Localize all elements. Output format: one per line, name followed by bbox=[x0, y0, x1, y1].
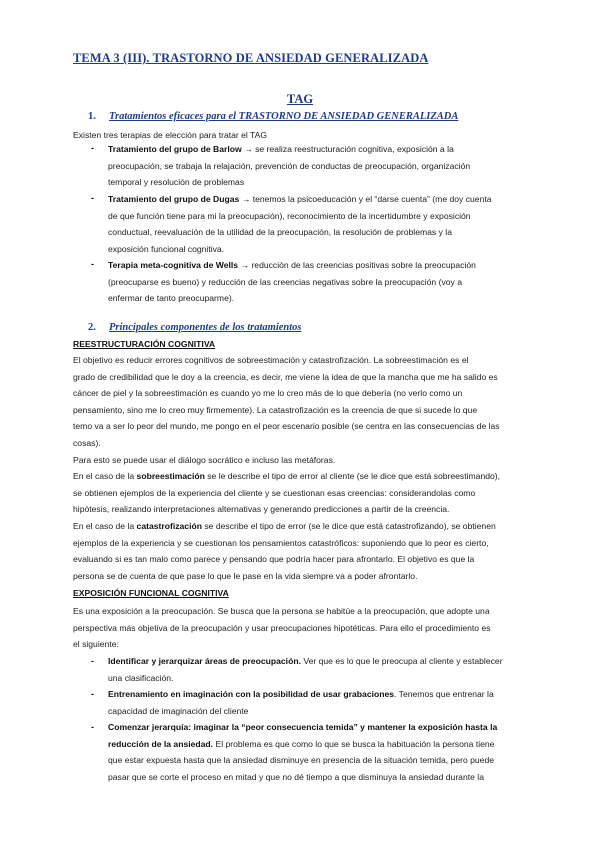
section-1-title: Tratamientos eficaces para el TRASTORNO DE ANSIEDAD GENERALIZADA bbox=[109, 111, 459, 122]
document-title: TEMA 3 (III). TRASTORNO DE ANSIEDAD GENERALIZADA bbox=[73, 51, 429, 65]
arrow-icon: → bbox=[240, 260, 250, 270]
term-catastrofizacion: catastrofización bbox=[136, 520, 202, 531]
treatment-barlow: Tratamiento del grupo de Barlow → se realiza reestructuración cognitiva, exposición a la preocupación, se trabaja la relajación, prevención de conductas de preocupación, organización temporal y resolución de problemas bbox=[108, 144, 471, 188]
bullet-marker: - bbox=[91, 259, 94, 269]
arrow-icon: → bbox=[241, 194, 251, 204]
rc-heading: REESTRUCTURACIÓN COGNITIVA bbox=[73, 339, 216, 349]
rc-paragraph-1: El objetivo es reducir errores cognitivos de sobreestimación y catastrofización. La sobreestimación es el grado de credibilidad que le doy a la creencia, es decir, me viene la idea de que la mancha que me ha salido es cáncer de piel y la sobreestimación es cuando yo me lo creo más de lo que debería (no verlo como un pensamiento, sino me lo creo muy firmemente). La catastrofización es la creencia de que si sucede lo que temo va a ser lo peor del mundo, me pongo en el peor escenario posible (se centra en las consecuencias de las cosas). Para esto se puede usar el diálogo socrático e incluso las metáforas. En el caso de la sobreestimación se le describe el tipo de error al cliente (se le dice que está sobreestimando), se obtienen ejemplos de la experiencia del cliente y se cuestionan esas creencias: considerandolas como hipótesis, realizando interpretaciones alternativas y generando predicciones a partir de la creencia. En el caso de la catastrofización se describe el tipo de error (se le dice que está catastrofizando), se obtienen ejemplos de la experiencia y se cuestionan los pensamientos catastróficos: suponiendo que lo peor es cierto, evaluando si es tan malo como parece y pensando que podría hacer para afrontarlo. El objetivo es que la persona se de cuenta de que pase lo que le pase en la vida siempre va a poder afrontarlo. bbox=[73, 355, 501, 581]
rc-paragraph-2: Para esto se puede usar el diálogo socrático e incluso las metáforas. bbox=[73, 454, 336, 465]
section-1-intro: Existen tres terapias de elección para tratar el TAG bbox=[73, 130, 268, 140]
bullet-marker: - bbox=[91, 193, 94, 203]
section-2-title: Principales componentes de los tratamientos bbox=[109, 322, 302, 333]
bullet-marker: - bbox=[91, 143, 94, 153]
efc-paragraph-1: Es una exposición a la preocupación. Se busca que la persona se habitúe a la preocupación, que adopte una perspectiva más objetiva de la preocupación y usar preocupaciones hipotéticas. Para ello el procedimiento es el siguiente: bbox=[73, 606, 491, 650]
bullet-marker: - bbox=[91, 656, 94, 666]
efc-step-3: Comenzar jerarquía: imaginar la “peor consecuencia temida” y mantener la exposición hasta la reducción de la ansiedad. El problema es que como lo que se busca la habituación la persona tiene que estar expuesta hasta que la ansiedad disminuye en presencia de la situación temida, pero puede pasar que se corte el proceso en mitad y que no dé tiempo a que disminuya la ansiedad durante la bbox=[108, 722, 498, 782]
treatment-barlow-name: Tratamiento del grupo de Barlow bbox=[108, 144, 242, 154]
arrow-icon: → bbox=[244, 144, 253, 154]
treatment-dugas-name: Tratamiento del grupo de Dugas bbox=[108, 194, 240, 204]
efc-heading: EXPOSICIÓN FUNCIONAL COGNITIVA bbox=[73, 588, 229, 598]
efc-step-2: Entrenamiento en imaginación con la posibilidad de usar grabaciones. Tenemos que entrenar la capacidad de imaginación del cliente bbox=[108, 689, 494, 716]
bullet-marker: - bbox=[91, 689, 94, 699]
section-1-number: 1. bbox=[88, 111, 96, 122]
treatment-wells: Terapia meta-cognitiva de Wells → reducción de las creencias positivas sobre la preocupación (preocuparse es bueno) y reducción de las creencias negativas sobre la preocupación (voy a enfermar de tanto preocuparme). bbox=[108, 260, 476, 304]
treatment-dugas: Tratamiento del grupo de Dugas → tenemos la psicoeducación y el “darse cuenta” (me doy cuenta de que función tiene para mi la preocupación), reconocimiento de la incertidumbre y exposición conductual, reevaluación de la utilidad de la preocupación, la resolución de problemas y la exposición funcional cognitiva. bbox=[108, 194, 492, 254]
document-subtitle: TAG bbox=[286, 92, 314, 106]
section-2-number: 2. bbox=[88, 322, 96, 333]
treatment-wells-name: Terapia meta-cognitiva de Wells bbox=[108, 260, 239, 270]
bullet-marker: - bbox=[91, 722, 94, 732]
efc-step-1: Identificar y jerarquizar áreas de preocupación. Ver que es lo que le preocupa al cliente y establecer una clasificación. bbox=[108, 656, 503, 683]
term-sobreestimacion: sobreestimación bbox=[136, 471, 205, 482]
